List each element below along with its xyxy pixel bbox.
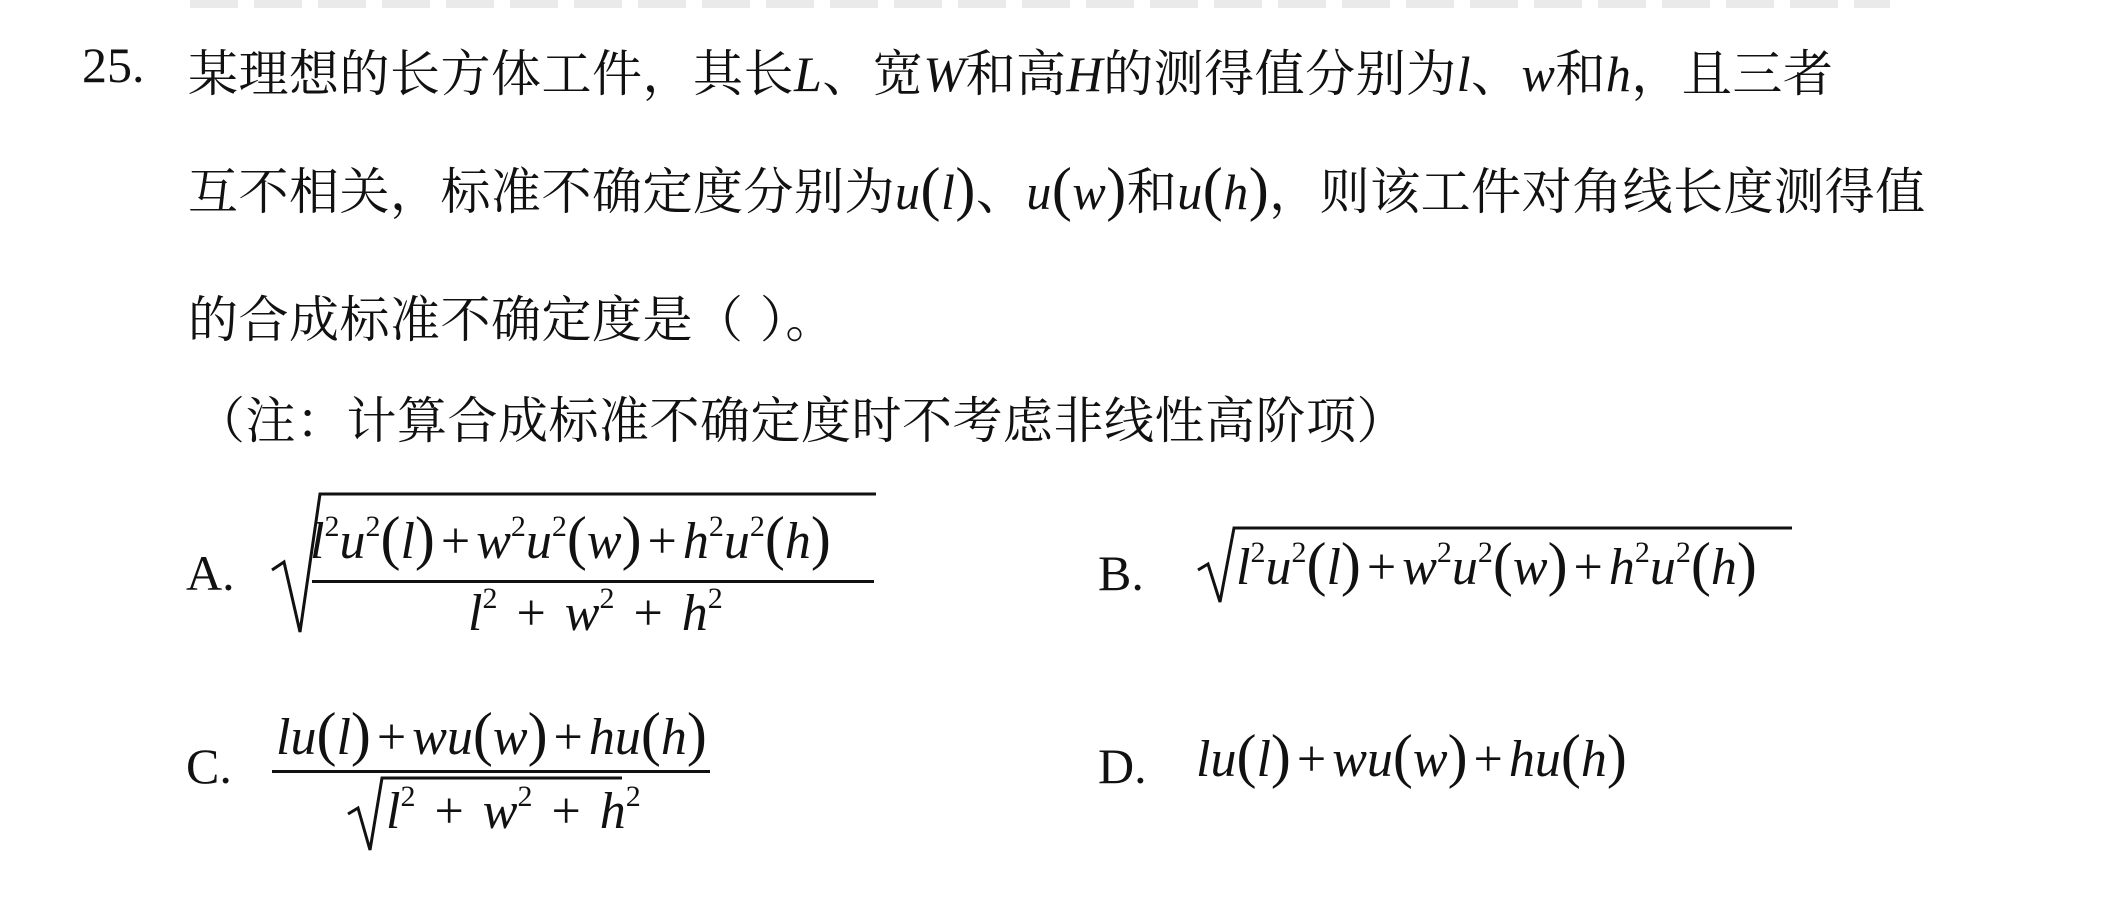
question-line-2 (188, 152, 1926, 224)
question-number: 25. (82, 37, 145, 93)
option-a-numerator: $l^2u^2(l) + w^2u^2(w) + h^2u^2(h)$ (310, 505, 831, 571)
question-line-2-text: 互不相关，标准不确定度分别为u(l)、u(w)和u(h)，则该工件对角线长度测得值 (188, 156, 1926, 222)
option-d-label: D. (1098, 738, 1147, 794)
option-a-denominator: $l^2 + w^2 + h^2$ (468, 582, 723, 642)
option-c-label: C. (186, 738, 232, 794)
question-line-1 (188, 34, 1833, 106)
option-c-denominator: $l^2 + w^2 + h^2$ (386, 780, 641, 840)
option-d-formula: lu(l) + wu(w) + hu(h) (1196, 723, 1627, 789)
question-note: （注：计算合成标准不确定度时不考虑非线性高阶项） (195, 392, 1407, 450)
question-line-3: 的合成标准不确定度是（ ）。 (188, 291, 836, 349)
option-c-fraction-bar (272, 770, 710, 773)
cropped-previous-text (190, 0, 1890, 8)
option-c-numerator: lu(l) + wu(w) + hu(h) (276, 701, 707, 767)
option-b-label: B. (1098, 545, 1144, 601)
question-line-1-text: 某理想的长方体工件，其长L、宽W和高H的测得值分别为l、w和h，且三者 (188, 45, 1834, 103)
option-a-label: A. (186, 545, 235, 601)
option-b-expression: $l^2u^2(l) + w^2u^2(w) + h^2u^2(h)$ (1236, 531, 1757, 597)
